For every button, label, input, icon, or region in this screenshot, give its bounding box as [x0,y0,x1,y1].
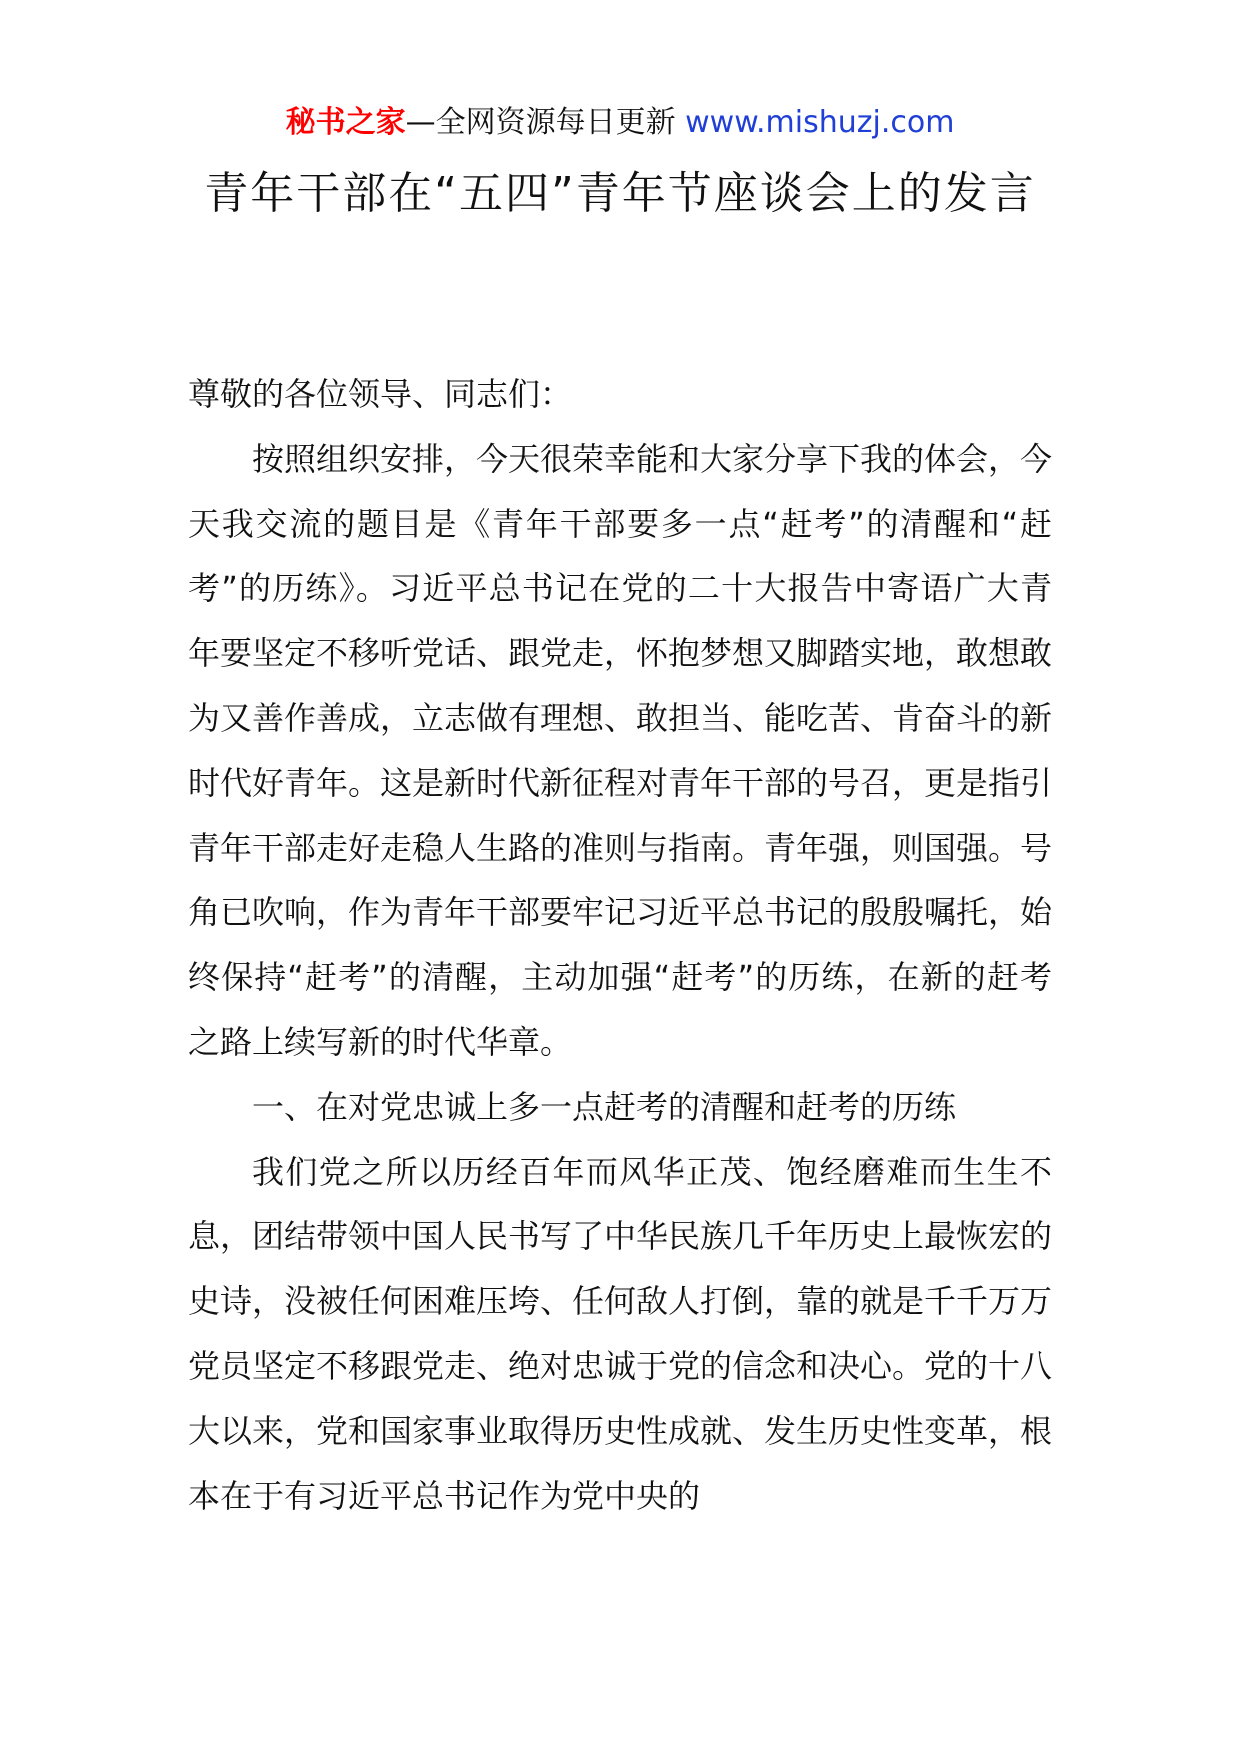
salutation: 尊敬的各位领导、同志们： [188,375,573,413]
paragraph: 我们党之所以历经百年而风华正茂、饱经磨难而生生不息，团结带领中国人民书写了中华民族几千年历史上最恢宏的史诗，没被任何困难压垮、任何敌人打倒，靠的就是千千万万党员坚定不移跟党走、绝对忠诚于党的信念和决心。党的十八大以来，党和国家事业取得历史性成就、发生历史性变革，根本在于有习近平总书记作为党中央的 [188,1152,1053,1515]
document-title: 青年干部在“五四”青年节座谈会上的发言 [204,168,1036,219]
site-url-link[interactable]: www.mishuzj.com [685,105,955,140]
header-tagline: —全网资源每日更新 [405,105,676,140]
document-body [188,362,1052,1528]
paragraph: 按照组织安排，今天很荣幸能和大家分享下我的体会，今天我交流的题目是《青年干部要多一点“赶考”的清醒和“赶考”的历练》。习近平总书记在党的二十大报告中寄语广大青年要坚定不移听党话、跟党走，怀抱梦想又脚踏实地，敢想敢为又善作善成，立志做有理想、敢担当、能吃苦、肯奋斗的新时代好青年。这是新时代新征程对青年干部的号召，更是指引青年干部走好走稳人生路的准则与指南。青年强，则国强。号角已吹响，作为青年干部要牢记习近平总书记的殷殷嘱托，始终保持“赶考”的清醒，主动加强“赶考”的历练，在新的赶考之路上续写新的时代华章。 [188,439,1053,1061]
site-header [0,101,1240,145]
section-heading: 一、在对党忠诚上多一点赶考的清醒和赶考的历练 [252,1087,957,1126]
brand-name: 秘书之家 [285,105,406,140]
